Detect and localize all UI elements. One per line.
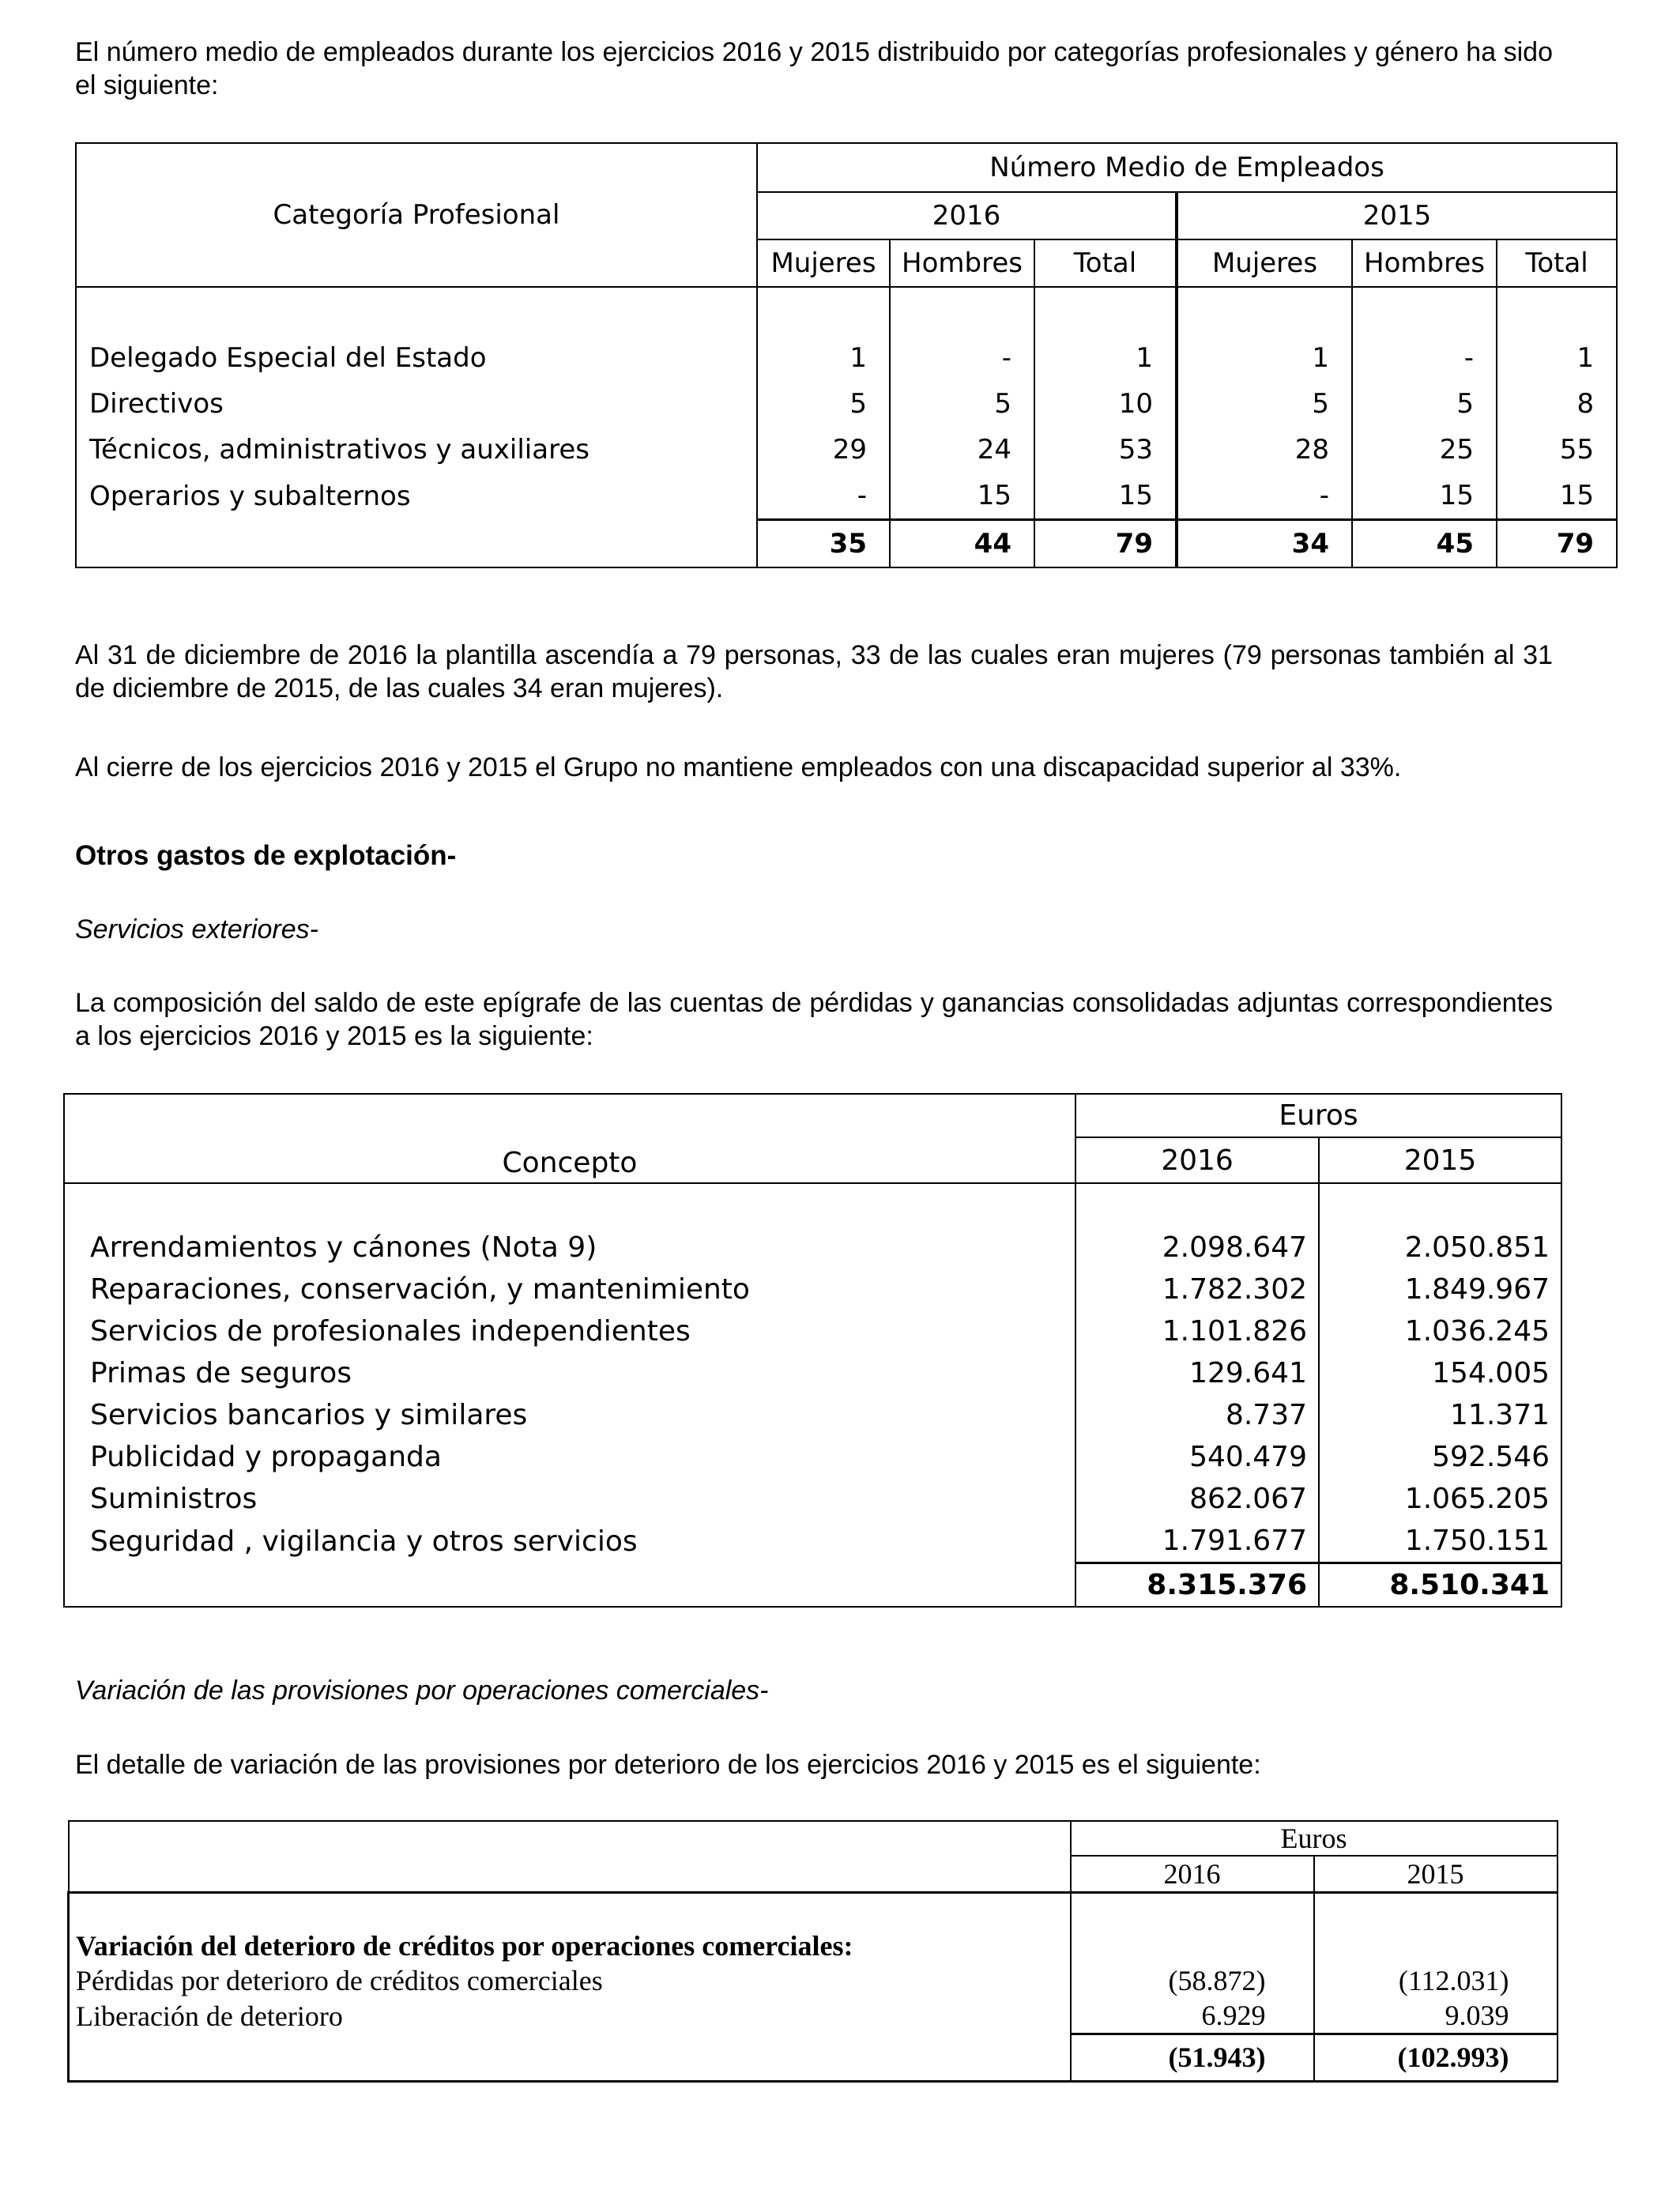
subheader-total-2016: Total	[1034, 239, 1177, 287]
row-label: Pérdidas por deterioro de créditos comerciales	[69, 1963, 1071, 1998]
cell: -	[890, 335, 1034, 381]
cell: 6.929	[1071, 1998, 1314, 2034]
table-row	[69, 1928, 1558, 1963]
cell: (58.872)	[1071, 1963, 1314, 1998]
row-label: Suministros	[64, 1478, 1075, 1520]
subheader-total-2015: Total	[1497, 239, 1617, 287]
totals-row	[76, 520, 1617, 568]
cell: 15	[1497, 473, 1617, 520]
total-cell: (51.943)	[1071, 2034, 1314, 2082]
services-paragraph: La composición del saldo de este epígrafe de las cuentas de pérdidas y ganancias consolidadas adjuntas correspondientes a los ejercicios 2016 y 2015 es la siguiente:	[75, 988, 1553, 1051]
disability-paragraph: Al cierre de los ejercicios 2016 y 2015 el Grupo no mantiene empleados con una discapacidad superior al 33%.	[75, 752, 1402, 782]
table-row	[64, 1269, 1561, 1310]
cell: 10	[1034, 381, 1177, 427]
employees-table	[75, 142, 1618, 568]
cell: 1.101.826	[1075, 1310, 1319, 1352]
row-label: Liberación de deterioro	[69, 1998, 1071, 2034]
year-2016-header: 2016	[1075, 1137, 1319, 1183]
intro-paragraph: El número medio de empleados durante los ejercicios 2016 y 2015 distribuido por categorías profesionales y género ha sido el siguiente:	[75, 37, 1553, 100]
year-2016-header: 2016	[1071, 1856, 1314, 1893]
cell: 24	[890, 427, 1034, 473]
table-row	[69, 1963, 1558, 1998]
cell: 1.849.967	[1319, 1269, 1561, 1310]
cell: 8	[1497, 381, 1617, 427]
cell: 154.005	[1319, 1352, 1561, 1394]
year-2015-header: 2015	[1314, 1856, 1558, 1893]
cell: 1	[1497, 335, 1617, 381]
cell: 1.036.245	[1319, 1310, 1561, 1352]
total-cell: 79	[1034, 520, 1177, 568]
subheader-hombres-2016: Hombres	[890, 239, 1034, 287]
employees-group-header: Número Medio de Empleados	[757, 143, 1617, 192]
row-label: Delegado Especial del Estado	[76, 335, 757, 381]
cell: 1.750.151	[1319, 1520, 1561, 1563]
totals-row	[64, 1563, 1561, 1608]
subheader-mujeres-2016: Mujeres	[757, 239, 890, 287]
cell: 2.050.851	[1319, 1227, 1561, 1269]
row-label: Publicidad y propaganda	[64, 1436, 1075, 1478]
concept-header: Concepto	[64, 1094, 1075, 1183]
cell: 28	[1177, 427, 1352, 473]
cell: 862.067	[1075, 1478, 1319, 1520]
cell: 15	[1034, 473, 1177, 520]
cell: 53	[1034, 427, 1177, 473]
table-row	[64, 1520, 1561, 1563]
table-spacer-row	[76, 287, 1617, 335]
cell: 592.546	[1319, 1436, 1561, 1478]
cell: 55	[1497, 427, 1617, 473]
total-cell: 8.315.376	[1075, 1563, 1319, 1608]
table-row	[64, 1436, 1561, 1478]
cell: 5	[1352, 381, 1497, 427]
table-row	[76, 427, 1617, 473]
cell: 1.065.205	[1319, 1478, 1561, 1520]
table-row	[64, 1227, 1561, 1269]
empty-header-cell	[69, 1821, 1071, 1893]
headcount-paragraph: Al 31 de diciembre de 2016 la plantilla ascendía a 79 personas, 33 de las cuales eran mujeres (79 personas también al 31 de diciembre de 2015, de las cuales 34 eran mujeres).	[75, 640, 1553, 703]
cell: 5	[757, 381, 890, 427]
cell: 15	[890, 473, 1034, 520]
cell: 2.098.647	[1075, 1227, 1319, 1269]
services-table	[63, 1093, 1562, 1608]
total-cell: 8.510.341	[1319, 1563, 1561, 1608]
cell: -	[1352, 335, 1497, 381]
cell: -	[757, 473, 890, 520]
subheader-mujeres-2015: Mujeres	[1177, 239, 1352, 287]
cell: (112.031)	[1314, 1963, 1558, 1998]
cell: 1	[757, 335, 890, 381]
row-label: Primas de seguros	[64, 1352, 1075, 1394]
subsection-heading: Servicios exteriores-	[75, 914, 318, 944]
cell: 1	[1034, 335, 1177, 381]
totals-row	[69, 2034, 1558, 2082]
row-label: Seguridad , vigilancia y otros servicios	[64, 1520, 1075, 1563]
table-row	[76, 473, 1617, 520]
cell: 15	[1352, 473, 1497, 520]
row-label: Reparaciones, conservación, y mantenimiento	[64, 1269, 1075, 1310]
table-row	[64, 1352, 1561, 1394]
year-2015-header: 2015	[1319, 1137, 1561, 1183]
cell: 1	[1177, 335, 1352, 381]
cell: -	[1177, 473, 1352, 520]
cell: 5	[890, 381, 1034, 427]
subsection-heading: Variación de las provisiones por operaciones comerciales-	[75, 1676, 769, 1706]
provisions-table	[67, 1820, 1558, 2083]
cell: 540.479	[1075, 1436, 1319, 1478]
total-cell: 35	[757, 520, 890, 568]
section-heading: Otros gastos de explotación-	[75, 840, 457, 871]
section-title: Variación del deterioro de créditos por operaciones comerciales:	[69, 1928, 1071, 1963]
year-2015-header: 2015	[1177, 192, 1617, 239]
table-row	[64, 1478, 1561, 1520]
cell: 29	[757, 427, 890, 473]
cell: 1.791.677	[1075, 1520, 1319, 1563]
total-cell: 44	[890, 520, 1034, 568]
euros-header: Euros	[1071, 1821, 1558, 1856]
row-label: Operarios y subalternos	[76, 473, 757, 520]
cell: 129.641	[1075, 1352, 1319, 1394]
category-header: Categoría Profesional	[76, 143, 757, 287]
euros-header: Euros	[1075, 1094, 1561, 1137]
cell: 8.737	[1075, 1394, 1319, 1436]
cell: 1.782.302	[1075, 1269, 1319, 1310]
table-row	[76, 335, 1617, 381]
total-cell: 34	[1177, 520, 1352, 568]
year-2016-header: 2016	[757, 192, 1177, 239]
total-cell: (102.993)	[1314, 2034, 1558, 2082]
table-spacer-row	[69, 1893, 1558, 1929]
table-spacer-row	[64, 1183, 1561, 1227]
cell: 9.039	[1314, 1998, 1558, 2034]
table-row	[76, 381, 1617, 427]
row-label: Arrendamientos y cánones (Nota 9)	[64, 1227, 1075, 1269]
total-cell: 79	[1497, 520, 1617, 568]
row-label: Servicios de profesionales independientes	[64, 1310, 1075, 1352]
table-row	[64, 1394, 1561, 1436]
table-row	[69, 1998, 1558, 2034]
row-label: Técnicos, administrativos y auxiliares	[76, 427, 757, 473]
provisions-paragraph: El detalle de variación de las provisiones por deterioro de los ejercicios 2016 y 2015 es el siguiente:	[75, 1750, 1261, 1780]
row-label: Directivos	[76, 381, 757, 427]
total-cell: 45	[1352, 520, 1497, 568]
table-row	[64, 1310, 1561, 1352]
cell: 25	[1352, 427, 1497, 473]
cell: 11.371	[1319, 1394, 1561, 1436]
cell: 5	[1177, 381, 1352, 427]
row-label: Servicios bancarios y similares	[64, 1394, 1075, 1436]
subheader-hombres-2015: Hombres	[1352, 239, 1497, 287]
